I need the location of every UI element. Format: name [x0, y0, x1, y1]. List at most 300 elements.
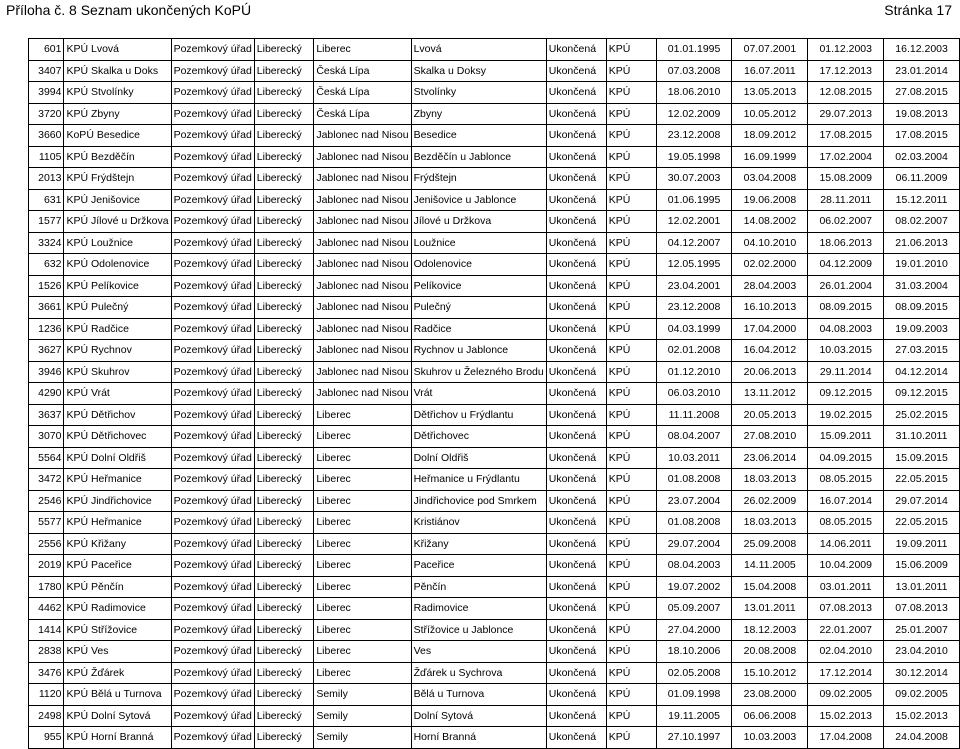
table-row — [29, 103, 960, 125]
table-row — [29, 254, 960, 276]
cell-district: Liberec — [314, 426, 411, 448]
cell-region: Liberecký — [254, 168, 314, 190]
cell-region: Liberecký — [254, 383, 314, 405]
cell-status: Ukončená — [546, 555, 606, 577]
cell-area: Žďárek u Sychrova — [411, 662, 546, 684]
cell-kind: KPÚ — [606, 318, 656, 340]
table-row — [29, 189, 960, 211]
cell-d3: 01.12.2003 — [808, 39, 884, 61]
cell-kind: KPÚ — [606, 297, 656, 319]
cell-type: Pozemkový úřad — [171, 103, 254, 125]
cell-d1: 04.12.2007 — [656, 232, 732, 254]
cell-region: Liberecký — [254, 727, 314, 749]
cell-d4: 19.09.2003 — [884, 318, 960, 340]
cell-d1: 01.08.2008 — [656, 469, 732, 491]
cell-kind: KPÚ — [606, 125, 656, 147]
cell-name: KPÚ Pulečný — [64, 297, 171, 319]
cell-name: KPÚ Lvová — [64, 39, 171, 61]
cell-type: Pozemkový úřad — [171, 82, 254, 104]
cell-area: Pelíkovice — [411, 275, 546, 297]
cell-d2: 16.07.2011 — [732, 60, 808, 82]
cell-d4: 22.05.2015 — [884, 469, 960, 491]
cell-name: KPÚ Skuhrov — [64, 361, 171, 383]
cell-d4: 23.01.2014 — [884, 60, 960, 82]
cell-status: Ukončená — [546, 340, 606, 362]
cell-region: Liberecký — [254, 146, 314, 168]
cell-name: KPÚ Střížovice — [64, 619, 171, 641]
cell-area: Jílové u Držkova — [411, 211, 546, 233]
cell-d2: 17.04.2000 — [732, 318, 808, 340]
cell-d2: 20.06.2013 — [732, 361, 808, 383]
cell-region: Liberecký — [254, 297, 314, 319]
cell-d2: 27.08.2010 — [732, 426, 808, 448]
cell-kind: KPÚ — [606, 447, 656, 469]
cell-d1: 01.09.1998 — [656, 684, 732, 706]
page-number: Stránka 17 — [884, 2, 952, 18]
cell-area: Skalka u Doksy — [411, 60, 546, 82]
cell-id: 5577 — [29, 512, 64, 534]
cell-name: KPÚ Zbyny — [64, 103, 171, 125]
cell-id: 3720 — [29, 103, 64, 125]
cell-kind: KPÚ — [606, 727, 656, 749]
cell-area: Lvová — [411, 39, 546, 61]
cell-district: Jablonec nad Nisou — [314, 189, 411, 211]
table-row — [29, 469, 960, 491]
cell-area: Jenišovice u Jablonce — [411, 189, 546, 211]
cell-region: Liberecký — [254, 598, 314, 620]
cell-d3: 29.11.2014 — [808, 361, 884, 383]
cell-district: Česká Lípa — [314, 82, 411, 104]
cell-d4: 19.01.2010 — [884, 254, 960, 276]
cell-region: Liberecký — [254, 361, 314, 383]
cell-kind: KPÚ — [606, 705, 656, 727]
cell-d2: 15.10.2012 — [732, 662, 808, 684]
cell-area: Bezděčín u Jablonce — [411, 146, 546, 168]
cell-d2: 14.08.2002 — [732, 211, 808, 233]
cell-kind: KPÚ — [606, 361, 656, 383]
cell-d4: 25.02.2015 — [884, 404, 960, 426]
cell-d1: 19.11.2005 — [656, 705, 732, 727]
cell-district: Liberec — [314, 404, 411, 426]
cell-d2: 07.07.2001 — [732, 39, 808, 61]
cell-id: 3661 — [29, 297, 64, 319]
cell-d1: 01.06.1995 — [656, 189, 732, 211]
cell-status: Ukončená — [546, 469, 606, 491]
cell-d3: 09.12.2015 — [808, 383, 884, 405]
table-row — [29, 82, 960, 104]
cell-area: Loužnice — [411, 232, 546, 254]
cell-kind: KPÚ — [606, 60, 656, 82]
cell-d3: 08.09.2015 — [808, 297, 884, 319]
cell-d1: 12.05.1995 — [656, 254, 732, 276]
cell-d4: 30.12.2014 — [884, 662, 960, 684]
cell-district: Jablonec nad Nisou — [314, 232, 411, 254]
cell-type: Pozemkový úřad — [171, 211, 254, 233]
cell-id: 4462 — [29, 598, 64, 620]
cell-d3: 04.08.2003 — [808, 318, 884, 340]
cell-district: Liberec — [314, 598, 411, 620]
cell-region: Liberecký — [254, 60, 314, 82]
cell-district: Jablonec nad Nisou — [314, 361, 411, 383]
cell-d2: 10.03.2003 — [732, 727, 808, 749]
cell-d4: 23.04.2010 — [884, 641, 960, 663]
cell-d2: 04.10.2010 — [732, 232, 808, 254]
cell-d1: 23.07.2004 — [656, 490, 732, 512]
cell-status: Ukončená — [546, 103, 606, 125]
cell-region: Liberecký — [254, 490, 314, 512]
cell-region: Liberecký — [254, 211, 314, 233]
cell-d1: 19.05.1998 — [656, 146, 732, 168]
cell-d2: 14.11.2005 — [732, 555, 808, 577]
cell-status: Ukončená — [546, 168, 606, 190]
cell-area: Křižany — [411, 533, 546, 555]
table-body — [29, 39, 960, 749]
table-row — [29, 447, 960, 469]
cell-district: Liberec — [314, 469, 411, 491]
cell-d2: 25.09.2008 — [732, 533, 808, 555]
cell-id: 1120 — [29, 684, 64, 706]
cell-type: Pozemkový úřad — [171, 469, 254, 491]
cell-status: Ukončená — [546, 404, 606, 426]
cell-kind: KPÚ — [606, 490, 656, 512]
cell-type: Pozemkový úřad — [171, 125, 254, 147]
cell-district: Liberec — [314, 641, 411, 663]
cell-type: Pozemkový úřad — [171, 598, 254, 620]
cell-name: KPÚ Dětřichovec — [64, 426, 171, 448]
cell-d3: 18.06.2013 — [808, 232, 884, 254]
cell-d3: 26.01.2004 — [808, 275, 884, 297]
cell-d2: 02.02.2000 — [732, 254, 808, 276]
cell-id: 2546 — [29, 490, 64, 512]
completed-kopu-table — [28, 38, 960, 749]
cell-d3: 07.08.2013 — [808, 598, 884, 620]
cell-d3: 22.01.2007 — [808, 619, 884, 641]
cell-d3: 02.04.2010 — [808, 641, 884, 663]
cell-district: Jablonec nad Nisou — [314, 318, 411, 340]
cell-district: Liberec — [314, 555, 411, 577]
cell-kind: KPÚ — [606, 426, 656, 448]
cell-status: Ukončená — [546, 189, 606, 211]
cell-d1: 08.04.2007 — [656, 426, 732, 448]
cell-district: Jablonec nad Nisou — [314, 168, 411, 190]
cell-area: Frýdštejn — [411, 168, 546, 190]
cell-d2: 20.05.2013 — [732, 404, 808, 426]
cell-region: Liberecký — [254, 232, 314, 254]
cell-d3: 16.07.2014 — [808, 490, 884, 512]
cell-d3: 17.08.2015 — [808, 125, 884, 147]
cell-status: Ukončená — [546, 684, 606, 706]
cell-d2: 18.12.2003 — [732, 619, 808, 641]
cell-id: 631 — [29, 189, 64, 211]
table-row — [29, 426, 960, 448]
cell-d3: 08.05.2015 — [808, 469, 884, 491]
table-row — [29, 275, 960, 297]
cell-type: Pozemkový úřad — [171, 576, 254, 598]
cell-region: Liberecký — [254, 469, 314, 491]
cell-name: KPÚ Pěnčín — [64, 576, 171, 598]
cell-type: Pozemkový úřad — [171, 447, 254, 469]
table-row — [29, 576, 960, 598]
cell-type: Pozemkový úřad — [171, 318, 254, 340]
cell-area: Horní Branná — [411, 727, 546, 749]
table-row — [29, 598, 960, 620]
cell-d4: 17.08.2015 — [884, 125, 960, 147]
cell-type: Pozemkový úřad — [171, 340, 254, 362]
cell-d2: 23.06.2014 — [732, 447, 808, 469]
cell-name: KPÚ Heřmanice — [64, 469, 171, 491]
cell-d4: 06.11.2009 — [884, 168, 960, 190]
cell-name: KPÚ Jindřichovice — [64, 490, 171, 512]
cell-district: Česká Lípa — [314, 103, 411, 125]
cell-d4: 15.09.2015 — [884, 447, 960, 469]
cell-status: Ukončená — [546, 232, 606, 254]
cell-d2: 20.08.2008 — [732, 641, 808, 663]
cell-d3: 08.05.2015 — [808, 512, 884, 534]
cell-name: KPÚ Bělá u Turnova — [64, 684, 171, 706]
cell-id: 1577 — [29, 211, 64, 233]
cell-d4: 09.02.2005 — [884, 684, 960, 706]
cell-type: Pozemkový úřad — [171, 533, 254, 555]
table-row — [29, 361, 960, 383]
cell-type: Pozemkový úřad — [171, 39, 254, 61]
cell-type: Pozemkový úřad — [171, 232, 254, 254]
cell-d1: 12.02.2009 — [656, 103, 732, 125]
cell-area: Radimovice — [411, 598, 546, 620]
cell-d2: 13.05.2013 — [732, 82, 808, 104]
cell-kind: KPÚ — [606, 340, 656, 362]
cell-district: Liberec — [314, 533, 411, 555]
cell-kind: KPÚ — [606, 641, 656, 663]
cell-d2: 10.05.2012 — [732, 103, 808, 125]
cell-d4: 15.02.2013 — [884, 705, 960, 727]
cell-d1: 27.04.2000 — [656, 619, 732, 641]
cell-region: Liberecký — [254, 404, 314, 426]
table-row — [29, 533, 960, 555]
table-row — [29, 512, 960, 534]
cell-status: Ukončená — [546, 662, 606, 684]
cell-id: 3994 — [29, 82, 64, 104]
cell-d2: 16.09.1999 — [732, 146, 808, 168]
cell-name: KPÚ Bezděčín — [64, 146, 171, 168]
cell-d1: 29.07.2004 — [656, 533, 732, 555]
table-row — [29, 211, 960, 233]
cell-d2: 18.03.2013 — [732, 512, 808, 534]
cell-id: 1105 — [29, 146, 64, 168]
cell-d2: 23.08.2000 — [732, 684, 808, 706]
cell-type: Pozemkový úřad — [171, 490, 254, 512]
cell-area: Rychnov u Jablonce — [411, 340, 546, 362]
cell-d2: 06.06.2008 — [732, 705, 808, 727]
cell-id: 3472 — [29, 469, 64, 491]
cell-d3: 14.06.2011 — [808, 533, 884, 555]
cell-type: Pozemkový úřad — [171, 641, 254, 663]
cell-id: 2498 — [29, 705, 64, 727]
cell-id: 1236 — [29, 318, 64, 340]
cell-status: Ukončená — [546, 426, 606, 448]
cell-status: Ukončená — [546, 490, 606, 512]
cell-kind: KPÚ — [606, 39, 656, 61]
cell-status: Ukončená — [546, 533, 606, 555]
cell-status: Ukončená — [546, 125, 606, 147]
cell-d1: 08.04.2003 — [656, 555, 732, 577]
cell-d1: 05.09.2007 — [656, 598, 732, 620]
cell-status: Ukončená — [546, 727, 606, 749]
cell-d4: 31.10.2011 — [884, 426, 960, 448]
table-row — [29, 168, 960, 190]
cell-d4: 19.08.2013 — [884, 103, 960, 125]
table-row — [29, 555, 960, 577]
cell-id: 3070 — [29, 426, 64, 448]
cell-kind: KPÚ — [606, 555, 656, 577]
cell-id: 2019 — [29, 555, 64, 577]
cell-d4: 02.03.2004 — [884, 146, 960, 168]
cell-d4: 19.09.2011 — [884, 533, 960, 555]
cell-status: Ukončená — [546, 361, 606, 383]
cell-d1: 23.04.2001 — [656, 275, 732, 297]
cell-kind: KPÚ — [606, 533, 656, 555]
cell-type: Pozemkový úřad — [171, 168, 254, 190]
cell-region: Liberecký — [254, 426, 314, 448]
cell-name: KPÚ Ves — [64, 641, 171, 663]
cell-name: KPÚ Loužnice — [64, 232, 171, 254]
cell-status: Ukončená — [546, 512, 606, 534]
cell-district: Liberec — [314, 576, 411, 598]
cell-d4: 13.01.2011 — [884, 576, 960, 598]
cell-district: Jablonec nad Nisou — [314, 383, 411, 405]
cell-district: Jablonec nad Nisou — [314, 254, 411, 276]
cell-kind: KPÚ — [606, 146, 656, 168]
cell-area: Vrát — [411, 383, 546, 405]
cell-d3: 15.02.2013 — [808, 705, 884, 727]
cell-district: Liberec — [314, 39, 411, 61]
cell-kind: KPÚ — [606, 469, 656, 491]
cell-type: Pozemkový úřad — [171, 705, 254, 727]
cell-district: Semily — [314, 684, 411, 706]
cell-d2: 13.01.2011 — [732, 598, 808, 620]
table-row — [29, 297, 960, 319]
cell-d2: 16.04.2012 — [732, 340, 808, 362]
cell-type: Pozemkový úřad — [171, 555, 254, 577]
cell-status: Ukončená — [546, 60, 606, 82]
cell-district: Liberec — [314, 447, 411, 469]
cell-name: KoPÚ Besedice — [64, 125, 171, 147]
cell-kind: KPÚ — [606, 168, 656, 190]
cell-id: 3627 — [29, 340, 64, 362]
cell-area: Radčice — [411, 318, 546, 340]
cell-area: Zbyny — [411, 103, 546, 125]
cell-region: Liberecký — [254, 555, 314, 577]
cell-d4: 24.04.2008 — [884, 727, 960, 749]
cell-kind: KPÚ — [606, 103, 656, 125]
cell-kind: KPÚ — [606, 275, 656, 297]
cell-kind: KPÚ — [606, 82, 656, 104]
cell-name: KPÚ Radimovice — [64, 598, 171, 620]
cell-status: Ukončená — [546, 39, 606, 61]
cell-d1: 11.11.2008 — [656, 404, 732, 426]
cell-status: Ukončená — [546, 705, 606, 727]
cell-d4: 22.05.2015 — [884, 512, 960, 534]
cell-status: Ukončená — [546, 318, 606, 340]
cell-d3: 10.04.2009 — [808, 555, 884, 577]
cell-region: Liberecký — [254, 684, 314, 706]
cell-kind: KPÚ — [606, 232, 656, 254]
cell-id: 2013 — [29, 168, 64, 190]
cell-d2: 28.04.2003 — [732, 275, 808, 297]
cell-status: Ukončená — [546, 146, 606, 168]
table-row — [29, 619, 960, 641]
cell-district: Jablonec nad Nisou — [314, 211, 411, 233]
cell-area: Pěnčín — [411, 576, 546, 598]
cell-type: Pozemkový úřad — [171, 426, 254, 448]
cell-region: Liberecký — [254, 447, 314, 469]
cell-district: Semily — [314, 727, 411, 749]
table-row — [29, 125, 960, 147]
cell-name: KPÚ Dolní Oldřiš — [64, 447, 171, 469]
cell-district: Semily — [314, 705, 411, 727]
cell-d1: 01.08.2008 — [656, 512, 732, 534]
cell-region: Liberecký — [254, 275, 314, 297]
cell-d4: 31.03.2004 — [884, 275, 960, 297]
table-row — [29, 727, 960, 749]
cell-area: Besedice — [411, 125, 546, 147]
cell-region: Liberecký — [254, 533, 314, 555]
table-row — [29, 404, 960, 426]
cell-region: Liberecký — [254, 641, 314, 663]
cell-name: KPÚ Frýdštejn — [64, 168, 171, 190]
cell-district: Liberec — [314, 662, 411, 684]
cell-region: Liberecký — [254, 103, 314, 125]
cell-region: Liberecký — [254, 662, 314, 684]
cell-d2: 15.04.2008 — [732, 576, 808, 598]
cell-area: Stvolínky — [411, 82, 546, 104]
cell-id: 3946 — [29, 361, 64, 383]
cell-area: Dolní Sytová — [411, 705, 546, 727]
cell-id: 4290 — [29, 383, 64, 405]
cell-d1: 23.12.2008 — [656, 125, 732, 147]
table-row — [29, 662, 960, 684]
cell-name: KPÚ Stvolínky — [64, 82, 171, 104]
cell-district: Jablonec nad Nisou — [314, 146, 411, 168]
cell-id: 1414 — [29, 619, 64, 641]
cell-d4: 09.12.2015 — [884, 383, 960, 405]
cell-kind: KPÚ — [606, 512, 656, 534]
cell-id: 3660 — [29, 125, 64, 147]
cell-name: KPÚ Vrát — [64, 383, 171, 405]
cell-d1: 01.12.2010 — [656, 361, 732, 383]
cell-d1: 02.01.2008 — [656, 340, 732, 362]
cell-name: KPÚ Pelíkovice — [64, 275, 171, 297]
cell-d3: 06.02.2007 — [808, 211, 884, 233]
cell-type: Pozemkový úřad — [171, 684, 254, 706]
cell-status: Ukončená — [546, 297, 606, 319]
cell-d1: 18.10.2006 — [656, 641, 732, 663]
cell-area: Jindřichovice pod Smrkem — [411, 490, 546, 512]
cell-d4: 27.08.2015 — [884, 82, 960, 104]
cell-type: Pozemkový úřad — [171, 60, 254, 82]
cell-status: Ukončená — [546, 619, 606, 641]
cell-id: 632 — [29, 254, 64, 276]
table-row — [29, 60, 960, 82]
table-row — [29, 39, 960, 61]
cell-d2: 16.10.2013 — [732, 297, 808, 319]
cell-d4: 16.12.2003 — [884, 39, 960, 61]
cell-region: Liberecký — [254, 705, 314, 727]
cell-d3: 09.02.2005 — [808, 684, 884, 706]
cell-d3: 15.08.2009 — [808, 168, 884, 190]
table-row — [29, 490, 960, 512]
cell-district: Jablonec nad Nisou — [314, 275, 411, 297]
cell-d4: 15.12.2011 — [884, 189, 960, 211]
